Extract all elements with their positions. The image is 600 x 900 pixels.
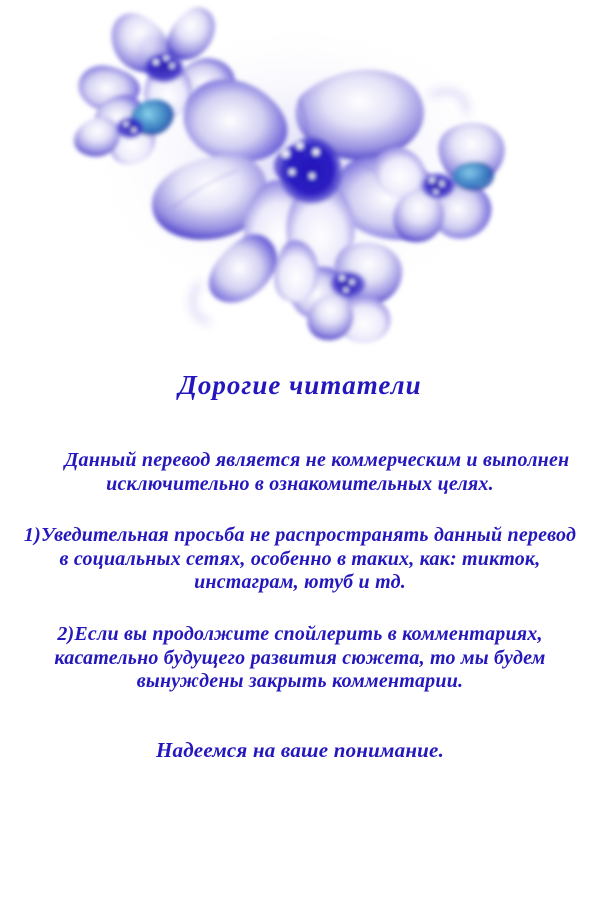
notice-paragraph-1 [22,449,578,496]
closing-line: Надеемся на ваше понимание. [155,737,445,762]
notice-paragraph-2: 1)Уведительная просьба не распространять данный перевод в социальных сетях, особенно в таких, как: тикток, инстаграм, ютуб и тд. [23,524,577,594]
page-title: Дорогие читатели [178,370,422,400]
reader-notice [0,370,600,763]
notice-paragraph-3: 2)Если вы продолжите спойлерить в комментариях, касательно будущего развития сюжета, то мы будем вынуждены закрыть комментарии. [54,622,546,693]
notice-paragraph-1-text: Данный перевод является не коммерческим и выполнен исключительно в ознакомительных целях. [64,449,570,495]
watercolor-orchid-flowers-icon [0,0,600,350]
